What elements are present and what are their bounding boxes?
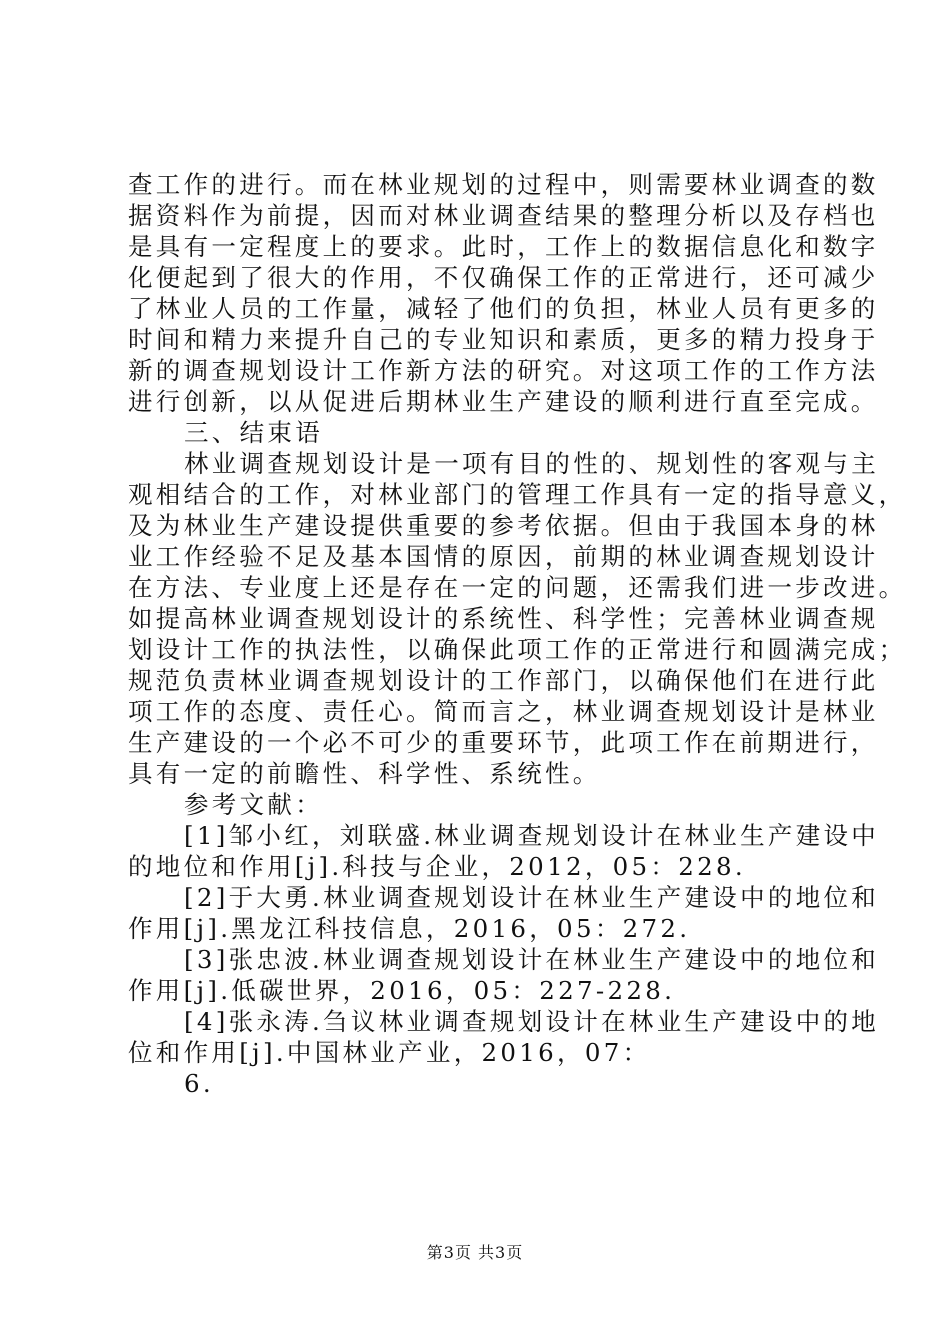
paragraph: [128, 448, 907, 789]
body-text: [128, 169, 907, 1099]
section-heading: [128, 417, 840, 448]
text-line: 具有一定的前瞻性、科学性、系统性。: [128, 759, 601, 788]
text-line: 林业调查规划设计是一项有目的性的、规划性的客观与主: [184, 449, 879, 478]
text-line: 如提高林业调查规划设计的系统性、科学性；完善林业调查规: [128, 604, 879, 633]
reference-item: [128, 882, 880, 944]
paragraph: [128, 1068, 840, 1099]
text-line: 了林业人员的工作量，减轻了他们的负担，林业人员有更多的: [128, 294, 879, 323]
text-line: 6.: [184, 1069, 214, 1098]
text-line: 进行创新，以从促进后期林业生产建设的顺利进行直至完成。: [128, 387, 879, 416]
text-line: 划设计工作的执法性，以确保此项工作的正常进行和圆满完成；: [128, 635, 907, 664]
heading-text: 参考文献：: [184, 790, 323, 819]
text-line: 生产建设的一个必不可少的重要环节，此项工作在前期进行，: [128, 728, 879, 757]
text-line: 的地位和作用[j].科技与企业，2012，05：228.: [128, 852, 746, 881]
text-line: 新的调查规划设计工作新方法的研究。对这项工作的工作方法: [128, 356, 879, 385]
text-line: 是具有一定程度上的要求。此时，工作上的数据信息化和数字: [128, 232, 879, 261]
text-line: 项工作的态度、责任心。简而言之，林业调查规划设计是林业: [128, 697, 879, 726]
text-line: [3]张忠波.林业调查规划设计在林业生产建设中的地位和: [184, 945, 880, 974]
text-line: 位和作用[j].中国林业产业，2016，07：: [128, 1038, 651, 1067]
text-line: 在方法、专业度上还是存在一定的问题，还需我们进一步改进。: [128, 573, 907, 602]
paragraph: [128, 169, 879, 417]
text-line: 规范负责林业调查规划设计的工作部门，以确保他们在进行此: [128, 666, 879, 695]
text-line: 及为林业生产建设提供重要的参考依据。但由于我国本身的林: [128, 511, 879, 540]
reference-item: [128, 820, 880, 882]
references-heading: [128, 789, 840, 820]
page-footer: 第3页 共3页: [426, 1243, 524, 1262]
text-line: [1]邹小红，刘联盛.林业调查规划设计在林业生产建设中: [184, 821, 880, 850]
text-line: 观相结合的工作，对林业部门的管理工作具有一定的指导意义，: [128, 480, 907, 509]
text-line: 时间和精力来提升自己的专业知识和素质，更多的精力投身于: [128, 325, 879, 354]
text-line: 化便起到了很大的作用，不仅确保工作的正常进行，还可减少: [128, 263, 879, 292]
text-line: 作用[j].低碳世界，2016，05：227-228.: [128, 976, 676, 1005]
text-line: 据资料作为前提，因而对林业调查结果的整理分析以及存档也: [128, 201, 879, 230]
text-line: 作用[j].黑龙江科技信息，2016，05：272.: [128, 914, 691, 943]
reference-item: [128, 1006, 880, 1068]
text-line: [2]于大勇.林业调查规划设计在林业生产建设中的地位和: [184, 883, 880, 912]
text-line: 查工作的进行。而在林业规划的过程中，则需要林业调查的数: [128, 170, 879, 199]
reference-item: [128, 944, 880, 1006]
text-line: [4]张永涛.刍议林业调查规划设计在林业生产建设中的地: [184, 1007, 880, 1036]
text-line: 业工作经验不足及基本国情的原因，前期的林业调查规划设计: [128, 542, 879, 571]
heading-text: 三、结束语: [184, 418, 323, 447]
